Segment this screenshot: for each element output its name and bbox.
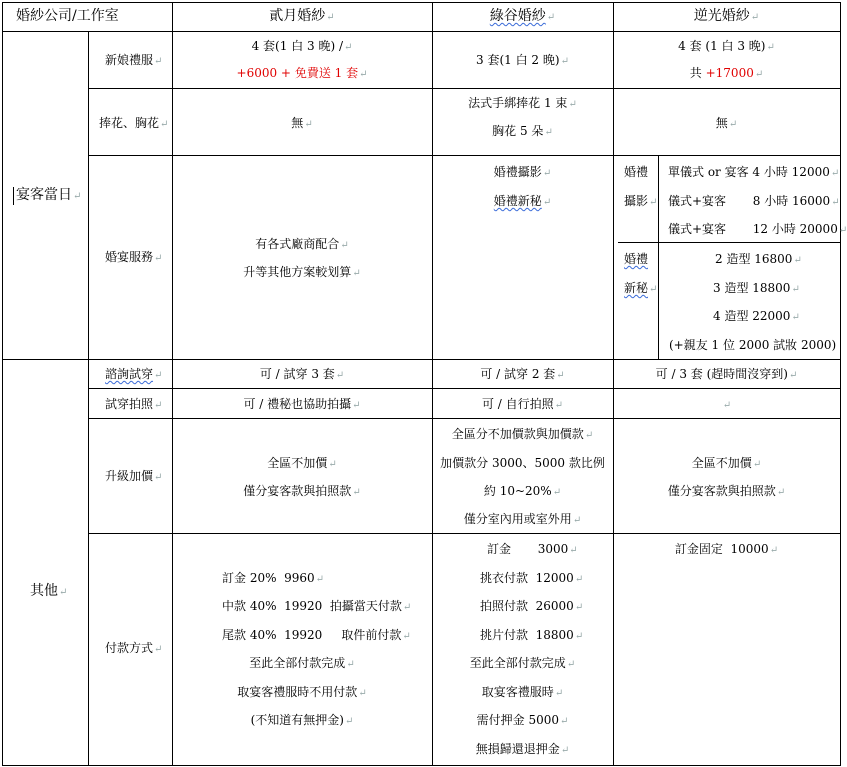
cell-vendor2-bouquet: 法式手綁捧花 1 束↵: [468, 96, 577, 110]
header-vendor-2: 綠谷婚紗↵: [489, 8, 556, 24]
vendor2-payment-line: 至此全部付款完成↵: [469, 656, 576, 670]
cell-vendor2-upgrade-3: 約 10~20%↵: [483, 484, 562, 498]
vendor2-payment-line: 訂金 3000↵: [487, 542, 578, 556]
row-label-payment: 付款方式↵: [105, 641, 163, 655]
cell-vendor3-bride-dress-price: 共 +17000↵: [689, 66, 764, 80]
col-border: [840, 2, 841, 766]
header-vendor-3: 逆光婚紗↵: [693, 8, 760, 24]
vendor2-payment-line: 挑衣付款 12000↵: [480, 571, 584, 585]
vendor2-payment-line: 取宴客禮服時↵: [481, 685, 564, 699]
cell-vendor2-upgrade-4: 僅分室內用或室外用↵: [463, 512, 582, 526]
vendor2-payment-line: 需付押金 5000↵: [476, 713, 569, 727]
vendor2-payment-line: 無損歸還退押金↵: [475, 742, 570, 756]
cell-vendor1-upgrade-1: 全區不加價↵: [267, 456, 337, 470]
row-border: [618, 242, 841, 243]
vendor1-payment-line: 取宴客禮服時不用付款↵: [237, 685, 367, 699]
cell-vendor1-bride-dress-price: +6000 + 免費送 1 套↵: [236, 66, 368, 80]
cell-vendor1-service-1: 有各式廠商配合↵: [255, 237, 349, 251]
cell-vendor2-upgrade-2: 加價款分 3000、5000 款比例: [440, 456, 605, 470]
row-border: [88, 155, 841, 156]
cell-vendor3-upgrade-1: 全區不加價↵: [691, 456, 762, 470]
cell-vendor3-consult: 可 / 3 套 (趕時間沒穿到)↵: [655, 367, 798, 381]
row-label-bride-dress: 新娘禮服↵: [105, 53, 163, 67]
row-border: [88, 388, 841, 389]
cell-vendor1-consult: 可 / 試穿 3 套↵: [259, 367, 345, 381]
vendor1-payment-line: 至此全部付款完成↵: [249, 656, 355, 670]
col-border: [2, 2, 3, 766]
inner-col-border: [658, 155, 659, 359]
sub-label-makeup-1: 婚禮: [624, 252, 649, 266]
cell-vendor2-fitting-photo: 可 / 自行拍照↵: [481, 397, 564, 411]
section-border: [2, 359, 841, 360]
header-bottom-border: [2, 31, 841, 32]
makeup-option-2: 3 造型 18800↵: [713, 281, 800, 295]
row-border: [88, 418, 841, 419]
cell-vendor2-service-2: 婚禮新秘↵: [493, 194, 552, 208]
vendor1-payment-line: (不知道有無押金)↵: [250, 713, 354, 727]
row-label-fitting-photo: 試穿拍照↵: [105, 397, 163, 411]
row-border: [88, 533, 841, 534]
row-label-upgrade: 升級加價↵: [105, 469, 163, 483]
makeup-option-3: 4 造型 22000↵: [713, 309, 800, 323]
row-label-bouquet: 捧花、胸花↵: [99, 116, 169, 130]
photo-option-2: 儀式+宴客 8 小時 16000↵: [668, 194, 840, 208]
vendor1-payment-line: 尾款 40% 19920 取件前付款↵: [222, 628, 411, 642]
cell-vendor2-upgrade-1: 全區分不加價款與加價款↵: [451, 427, 594, 441]
cell-vendor3-payment: 訂金固定 10000↵: [674, 542, 779, 556]
cell-vendor3-bride-dress: 4 套 (1 白 3 晚)↵: [678, 39, 775, 53]
photo-option-1: 單儀式 or 宴客 4 小時 12000↵: [668, 165, 840, 179]
row-label-wedding-service: 婚宴服務↵: [105, 250, 163, 264]
section-label-wedding-day: 宴客當日↵: [13, 187, 81, 205]
cell-vendor2-bride-dress: 3 套(1 白 2 晚)↵: [476, 53, 569, 67]
sub-label-photography-1: 婚禮: [624, 165, 649, 179]
cell-vendor1-bouquet: 無↵: [291, 116, 313, 130]
table-border-bottom: [2, 765, 841, 766]
cell-vendor2-boutonniere: 胸花 5 朵↵: [492, 124, 553, 138]
makeup-option-1: 2 造型 16800↵: [715, 252, 802, 266]
vendor2-payment-line: 拍照付款 26000↵: [480, 599, 584, 613]
row-border: [88, 88, 841, 89]
sub-label-photography-2: 攝影↵: [624, 194, 658, 208]
cell-vendor3-bouquet: 無↵: [715, 116, 738, 130]
header-company: 婚紗公司/工作室: [16, 8, 119, 24]
header-vendor-1: 貳月婚紗↵: [269, 8, 335, 24]
cell-vendor2-service-1: 婚禮攝影↵: [493, 165, 552, 179]
cell-vendor1-upgrade-2: 僅分宴客款與拍照款↵: [243, 484, 361, 498]
cell-vendor1-service-2: 升等其他方案較划算↵: [243, 265, 361, 279]
cell-vendor1-bride-dress: 4 套(1 白 3 晚) /↵: [251, 39, 353, 53]
vendor2-payment-line: 挑片付款 18800↵: [480, 628, 584, 642]
makeup-option-4: (+親友 1 位 2000 試妝 2000): [669, 338, 837, 352]
photo-option-3: 儀式+宴客 12 小時 20000↵: [668, 222, 847, 236]
section-label-other: 其他↵: [30, 583, 68, 599]
cell-vendor2-consult: 可 / 試穿 2 套↵: [480, 367, 565, 381]
cell-vendor3-fitting-photo: ↵: [722, 400, 732, 411]
row-label-consult: 諮詢試穿↵: [105, 367, 163, 381]
col-border: [88, 31, 89, 766]
cell-vendor1-fitting-photo: 可 / 禮秘也協助拍攝↵: [243, 397, 361, 411]
sub-label-makeup-2: 新秘↵: [624, 281, 658, 295]
vendor1-payment-line: 訂金 20% 9960↵: [222, 571, 325, 585]
col-border: [432, 2, 433, 766]
cell-vendor3-upgrade-2: 僅分宴客款與拍照款↵: [667, 484, 786, 498]
vendor1-payment-line: 中款 40% 19920 拍攝當天付款↵: [222, 599, 412, 613]
table-border-top: [2, 2, 841, 3]
